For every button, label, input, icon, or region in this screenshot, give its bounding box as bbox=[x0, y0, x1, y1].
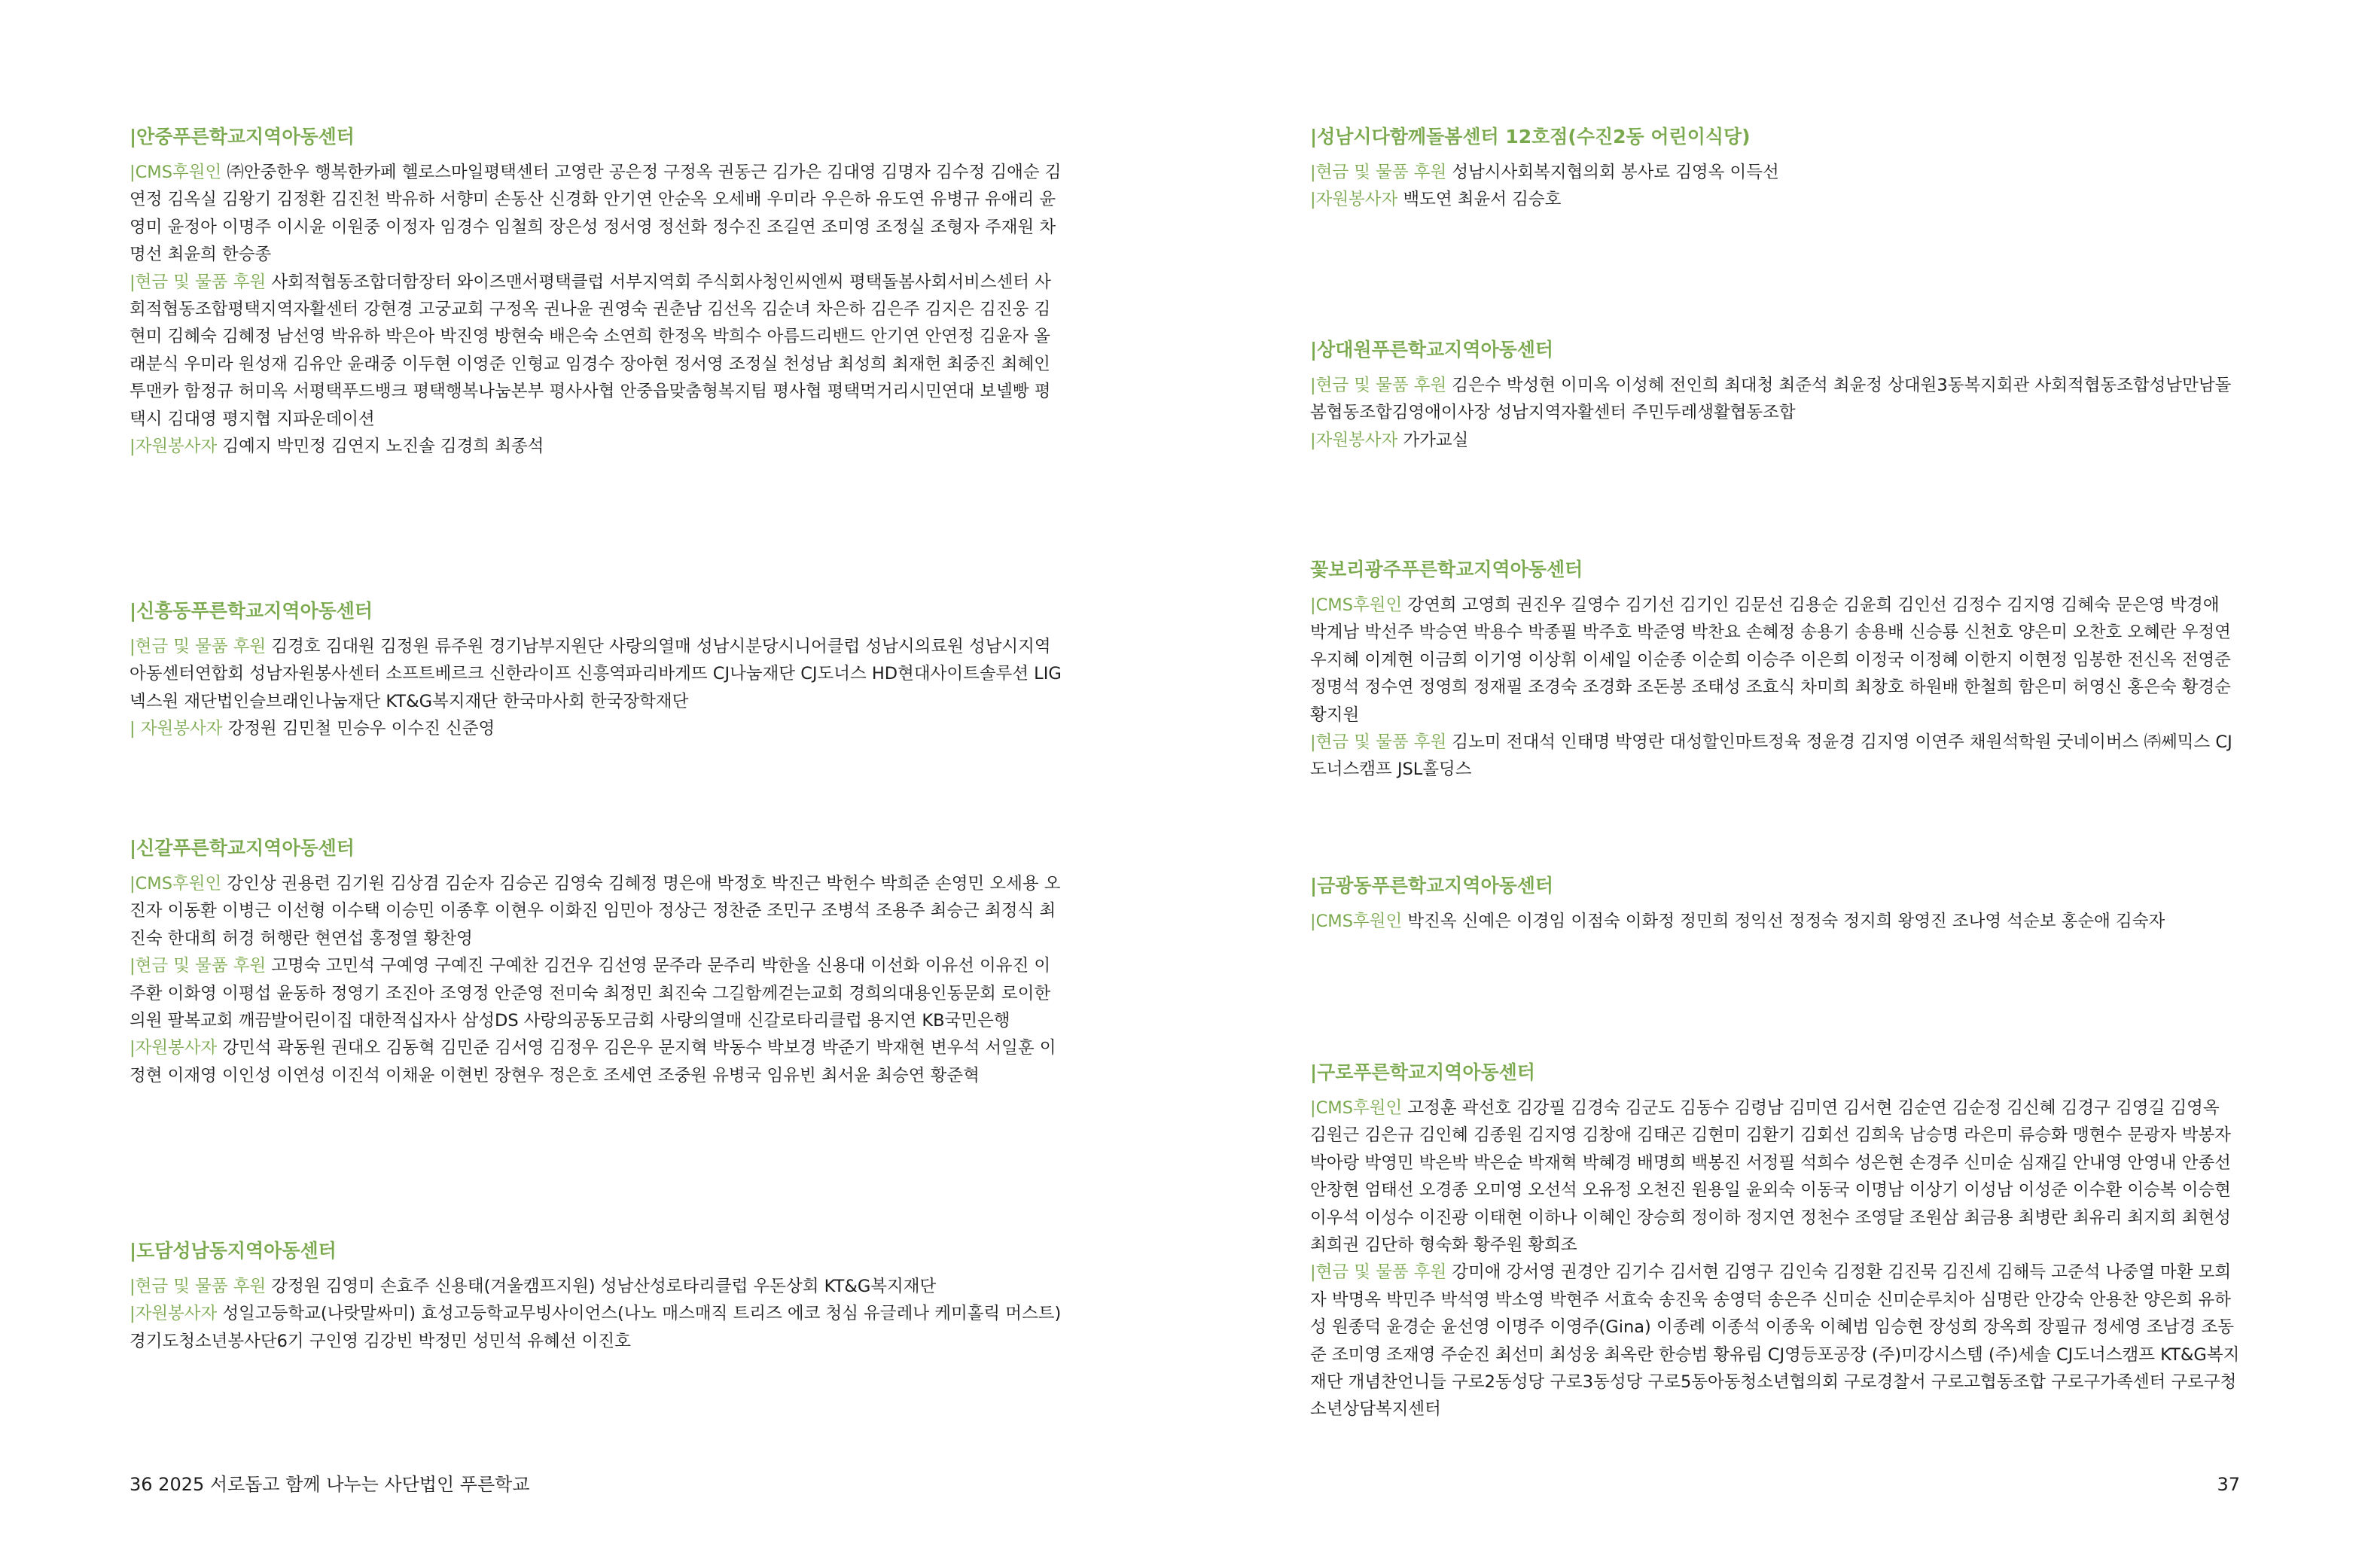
group-label: |CMS후원인 bbox=[1310, 595, 1403, 615]
group-names: 김노미 전대석 인태명 박영란 대성할인마트정육 정윤경 김지영 이연주 채원석학원 굿네이버스 ㈜쎄믹스 CJ도너스캠프 JSL홀딩스 bbox=[1310, 732, 2232, 780]
section-title: |상대원푸른학교지역아동센터 bbox=[1310, 339, 1554, 361]
section-title: |신갈푸른학교지역아동센터 bbox=[130, 837, 355, 859]
group-names: 강정원 김민철 민승우 이수진 신준영 bbox=[222, 719, 495, 739]
donor-group bbox=[130, 1273, 1063, 1300]
donor-section bbox=[1310, 1060, 2241, 1423]
donor-section bbox=[1310, 873, 2241, 935]
group-label: |CMS후원인 bbox=[1310, 912, 1403, 931]
group-names: 김경호 김대원 김정원 류주원 경기남부지원단 사랑의열매 성남시분당시니어클럽 성남시의료원 성남시지역아동센터연합회 성남자원봉사센터 소프트베르크 신한라이프 신흥역파리바게뜨 CJ나눔재단 CJ도너스 HD현대사이트솔루션 LIG넥스원 재단법인슬브래인나눔재단 KT&G복지재단 한국마사회 한국장학재단 bbox=[130, 637, 1062, 711]
group-label: |현금 및 물품 후원 bbox=[1310, 163, 1447, 182]
group-names: 강민석 곽동원 권대오 김동혁 김민준 김서영 김정우 김은우 문지혁 박동수 박보경 박준기 박재현 변우석 서일훈 이정현 이재영 이인성 이연성 이진석 이채윤 이현빈 장현우 정은호 조세연 조중원 유병국 임유빈 최서윤 최승연 황준혁 bbox=[130, 1038, 1056, 1085]
donor-group bbox=[130, 715, 1063, 742]
donor-section bbox=[1310, 124, 2241, 214]
donor-group bbox=[130, 269, 1063, 433]
donor-section bbox=[130, 1238, 1063, 1355]
group-names: 강미애 강서영 권경안 김기수 김서현 김영구 김인숙 김정환 김진묵 김진세 김해득 고준석 나중열 마환 모희자 박명옥 박민주 박석영 박소영 박현주 서효숙 송진욱 송영덕 송은주 신미순 신미순루치아 심명란 안강숙 안용찬 양은희 유하성 원종덕 윤경순 윤선영 이명주 이영주(Gina) 이종례 이종석 이종욱 이혜범 임승현 장성희 장옥희 장필규 정세영 조남경 조동준 조미영 조재영 주순진 최선미 최성웅 최옥란 한승범 황유림 CJ영등포공장 (주)미강시스템 (주)세솔 CJ도너스캠프 KT&G복지재단 개념찬언니들 구로2동성당 구로3동성당 구로5동아동청소년협의회 구로경찰서 구로고협동조합 구로구가족센터 구로구청소년상담복지센터 bbox=[1310, 1262, 2240, 1420]
group-label: |현금 및 물품 후원 bbox=[130, 1277, 267, 1296]
footer-page-number: 37 bbox=[2217, 1474, 2240, 1495]
section-title: |구로푸른학교지역아동센터 bbox=[1310, 1061, 1535, 1083]
donor-group bbox=[1310, 908, 2241, 935]
group-label: |CMS후원인 bbox=[1310, 1098, 1403, 1118]
group-label: |자원봉사자 bbox=[1310, 190, 1398, 210]
donor-group bbox=[1310, 729, 2241, 784]
group-label: |현금 및 물품 후원 bbox=[1310, 732, 1447, 753]
donor-group bbox=[130, 433, 1063, 460]
donor-group bbox=[1310, 427, 2241, 454]
donor-group bbox=[1310, 1259, 2241, 1423]
donor-group bbox=[130, 1034, 1063, 1089]
group-label: |자원봉사자 bbox=[1310, 430, 1398, 450]
group-names: 김은수 박성현 이미옥 이성혜 전인희 최대청 최준석 최윤정 상대원3동복지회관 사회적협동조합성남만남돌봄협동조합김영애이사장 성남지역자활센터 주민두레생활협동조합 bbox=[1310, 376, 2232, 423]
footer-page-info: 36 2025 서로돕고 함께 나누는 사단법인 푸른학교 bbox=[130, 1474, 530, 1495]
section-title: 꽃보리광주푸른학교지역아동센터 bbox=[1310, 559, 1583, 580]
donor-section bbox=[130, 598, 1063, 743]
group-label: |CMS후원인 bbox=[130, 163, 222, 182]
group-names: 사회적협동조합더함장터 와이즈맨서평택클럽 서부지역회 주식회사청인씨엔씨 평택돌봄사회서비스센터 사회적협동조합평택지역자활센터 강현경 고궁교회 구정옥 권나윤 권영숙 권춘남 김선옥 김순녀 차은하 김은주 김지은 김진웅 김현미 김혜숙 김혜정 남선영 박유하 박은아 박진영 방현숙 배은숙 소연희 한정옥 박희수 아름드리밴드 안기연 안연정 김윤자 올래분식 우미라 원성재 김유안 윤래중 이두현 이영준 인형교 임경수 장아현 정서영 조정실 천성남 최성희 최재헌 최중진 최혜인 투맨카 함정규 허미옥 서평택푸드뱅크 평택행복나눔본부 평사사협 안중읍맞춤형복지팀 평사협 평택먹거리시민연대 보넬빵 평택시 김대영 평지협 지파운데이션 bbox=[130, 272, 1051, 429]
group-label: |현금 및 물품 후원 bbox=[130, 272, 267, 292]
donor-section bbox=[130, 836, 1063, 1089]
group-names: 가가교실 bbox=[1397, 430, 1469, 450]
section-title: |금광동푸른학교지역아동센터 bbox=[1310, 875, 1554, 897]
donor-group bbox=[1310, 159, 2241, 186]
group-label: |현금 및 물품 후원 bbox=[130, 637, 267, 656]
group-names: 성남시사회복지협의회 봉사로 김영옥 이득선 bbox=[1446, 163, 1779, 182]
group-names: 강인상 권용련 김기원 김상겸 김순자 김승곤 김영숙 김혜정 명은애 박정호 박진근 박헌수 박희준 손영민 오세용 오진자 이동환 이병근 이선형 이수택 이승민 이종후 이현우 이화진 임민아 정상근 정찬준 조민구 조병석 조용주 최승근 최정식 최진숙 한대희 허경 허행란 현연섭 홍정열 황찬영 bbox=[130, 874, 1061, 948]
section-title: |신흥동푸른학교지역아동센터 bbox=[130, 600, 373, 622]
group-names: 성일고등학교(나랏말싸미) 효성고등학교무빙사이언스(나노 매스매직 트리즈 에코 청심 유글레나 케미홀릭 머스트)경기도청소년봉사단6기 구인영 김강빈 박정민 성민석 유혜선 이진호 bbox=[130, 1304, 1062, 1351]
donor-section bbox=[1310, 337, 2241, 454]
group-names: ㈜안중한우 행복한카페 헬로스마일평택센터 고영란 공은정 구정옥 권동근 김가은 김대영 김명자 김수정 김애순 김연정 김옥실 김왕기 김정환 김진천 박유하 서향미 손동산 신경화 안기연 안순옥 오세배 우미라 우은하 유도연 유병규 유애리 윤영미 윤정아 이명주 이시윤 이원중 이정자 임경수 임철희 장은성 정서영 정선화 정수진 조길연 조미영 조정실 조형자 주재원 차명선 최윤희 한승종 bbox=[130, 163, 1062, 265]
group-label: |자원봉사자 bbox=[130, 1038, 218, 1058]
section-title: |안중푸른학교지역아동센터 bbox=[130, 126, 355, 148]
group-names: 강연희 고영희 권진우 길영수 김기선 김기인 김문선 김용순 김윤희 김인선 김정수 김지영 김혜숙 문은영 박경애 박계남 박선주 박승연 박용수 박종필 박주호 박준영 박찬요 손혜정 송용기 송용배 신승룡 신천호 양은미 오찬호 오혜란 우정연 우지혜 이계현 이금희 이기영 이상휘 이세일 이순종 이순희 이승주 이은희 이정국 이정혜 이한지 이현정 임봉한 전신옥 전영준 정명석 정수연 정영희 정재필 조경숙 조경화 조돈봉 조태성 조효식 차미희 최창호 하원배 한철희 함은미 허영신 홍은숙 황경순 황지원 bbox=[1310, 595, 2231, 725]
section-title: |성남시다함께돌봄센터 12호점(수진2동 어린이식당) bbox=[1310, 126, 1751, 148]
group-label: |CMS후원인 bbox=[130, 874, 222, 894]
donor-group bbox=[130, 633, 1063, 715]
group-label: |자원봉사자 bbox=[130, 437, 218, 457]
group-label: |현금 및 물품 후원 bbox=[1310, 376, 1447, 395]
donor-group bbox=[130, 870, 1063, 952]
section-title: |도담성남동지역아동센터 bbox=[130, 1240, 337, 1262]
donor-group bbox=[130, 1300, 1063, 1355]
donor-group bbox=[1310, 372, 2241, 427]
group-names: 박진옥 신예은 이경임 이점숙 이화정 정민희 정익선 정정숙 정지희 왕영진 조나영 석순보 홍순애 김숙자 bbox=[1402, 912, 2165, 931]
group-names: 고정훈 곽선호 김강필 김경숙 김군도 김동수 김령남 김미연 김서현 김순연 김순정 김신혜 김경구 김영길 김영옥 김원근 김은규 김인혜 김종원 김지영 김창애 김태곤 김현미 김환기 김회선 김희욱 남승명 라은미 류승화 맹현수 문광자 박봉자 박아랑 박영민 박은박 박은순 박재혁 박혜경 배명희 백봉진 서정필 석희수 성은현 손경주 신미순 심재길 안내영 안영내 안종선 안창현 엄태선 오경종 오미영 오선석 오유정 오천진 원용일 윤외숙 이동국 이명남 이상기 이성남 이성준 이수환 이승복 이승현 이우석 이성수 이진광 이태현 이하나 이혜인 장승희 정이하 정지연 정천수 조영달 조원삼 최금용 최병란 최유리 최지희 최현성 최희권 김단하 형숙화 황주원 황희조 bbox=[1310, 1098, 2231, 1256]
group-label: |현금 및 물품 후원 bbox=[1310, 1262, 1447, 1283]
donor-group bbox=[1310, 1095, 2241, 1259]
group-names: 고명숙 고민석 구예영 구예진 구예찬 김건우 김선영 문주라 문주리 박한올 신용대 이선화 이유선 이유진 이주환 이화영 이평섭 윤동하 정영기 조진아 조영정 안준영 전미숙 최정민 최진숙 그길함께걷는교회 경희의대용인동문회 로이한의원 팔복교회 깨끔발어린이집 대한적십자사 삼성DS 사랑의공동모금회 사랑의열매 신갈로타리클럽 용지연 KB국민은행 bbox=[130, 956, 1051, 1031]
group-label: |현금 및 물품 후원 bbox=[130, 956, 267, 976]
group-names: 김예지 박민정 김연지 노진솔 김경희 최종석 bbox=[217, 437, 544, 457]
donor-group bbox=[130, 952, 1063, 1034]
donor-group bbox=[1310, 186, 2241, 213]
donor-group bbox=[1310, 592, 2241, 729]
donor-section bbox=[130, 124, 1063, 460]
group-label: | 자원봉사자 bbox=[130, 719, 223, 739]
donor-section bbox=[1310, 557, 2241, 784]
donor-group bbox=[130, 159, 1063, 269]
group-names: 강정원 김영미 손효주 신용태(겨울캠프지원) 성남산성로타리클럽 우돈상회 KT&G복지재단 bbox=[266, 1277, 937, 1296]
group-label: |자원봉사자 bbox=[130, 1304, 218, 1324]
group-names: 백도연 최윤서 김승호 bbox=[1397, 190, 1562, 210]
